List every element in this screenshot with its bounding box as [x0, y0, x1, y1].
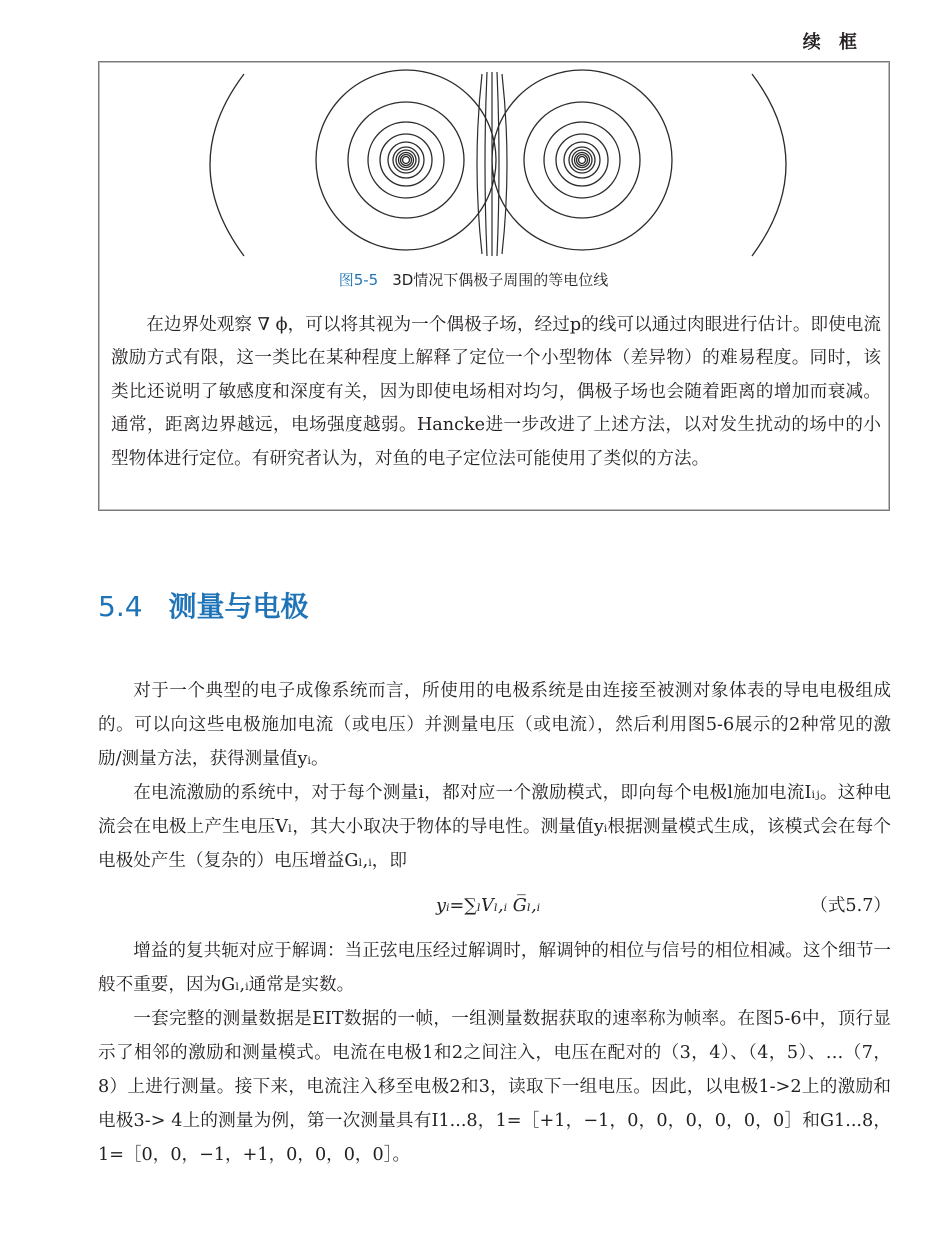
- right-equipotential-lines: [492, 70, 786, 256]
- left-equipotential-lines: [210, 70, 496, 256]
- paragraph-3: 增益的复共轭对应于解调：当正弦电压经过解调时，解调钟的相位与信号的相位相减。这个细节一般不重要，因为Gₗ,ᵢ通常是实数。: [98, 941, 891, 995]
- equation-label: （式5.7）: [810, 896, 891, 916]
- box-paragraph: 在边界处观察 ∇ ϕ，可以将其视为一个偶极子场，经过p的线可以通过肉眼进行估计。即使电流激励方式有限，这一类比在某种程度上解释了定位一个小型物体（差异物）的难易程度。同时，该类比还说明了敏感度和深度有关，因为即使电场相对均匀，偶极子场也会随着距离的增加而衰减。通常，距离边界越远，电场强度越弱。Hancke进一步改进了上述方法，以对发生扰动的场中的小型物体进行定位。有研究者认为，对鱼的电子定位法可能使用了类似的方法。: [111, 315, 881, 469]
- running-head: 续 框: [802, 32, 863, 53]
- section-heading: [98, 585, 309, 625]
- figure-caption: [0, 269, 947, 290]
- equation-line: [98, 878, 891, 934]
- section-title: 测量与电极: [168, 590, 309, 623]
- figure-number: 图5-5: [338, 271, 379, 289]
- dipole-equipotential-figure: [106, 64, 876, 260]
- paragraph-2: 在电流激励的系统中，对于每个测量i，都对应一个激励模式，即向每个电极l施加电流Iᵢⱼ。这种电流会在电极上产生电压Vₗ，其大小取决于物体的导电性。测量值yᵢ根据测量模式生成，该模式会在每个电极处产生（复杂的）电压增益Gₗ,ᵢ，即: [98, 783, 891, 871]
- paragraph-4: 一套完整的测量数据是EIT数据的一帧，一组测量数据获取的速率称为帧率。在图5-6中，顶行显示了相邻的激励和测量模式。电流在电极1和2之间注入，电压在配对的（3，4）、（4，5）、…（7，8）上进行测量。接下来，电流注入移至电极2和3，读取下一组电压。因此，以电极1->2上的激励和电极3-> 4上的测量为例，第一次测量具有I1...8，1=［+1，−1，0，0，0，0，0，0］和G1...8，1=［0，0，−1，+1，0，0，0，0］。: [98, 1009, 891, 1165]
- paragraph-1: 对于一个典型的电子成像系统而言，所使用的电极系统是由连接至被测对象体表的导电电极组成的。可以向这些电极施加电流（或电压）并测量电压（或电流），然后利用图5-6展示的2种常见的激励/测量方法，获得测量值yᵢ。: [98, 681, 891, 769]
- central-equipotential-lines: [477, 72, 507, 256]
- section-number: 5.4: [98, 590, 143, 623]
- figure-caption-text: 3D情况下偶极子周围的等电位线: [392, 271, 609, 289]
- box-text: [111, 309, 881, 476]
- equation: yᵢ=∑ₗVₗ,ᵢ G̅ₗ,ᵢ: [436, 896, 541, 916]
- main-text: [98, 674, 891, 1172]
